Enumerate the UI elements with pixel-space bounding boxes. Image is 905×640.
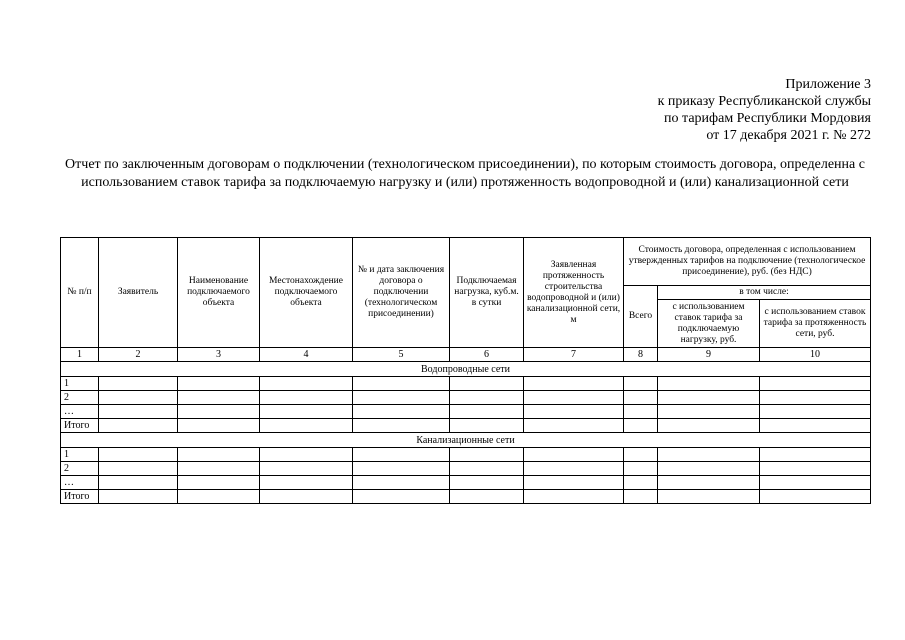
table-row: [61, 377, 871, 391]
column-number: 10: [760, 348, 871, 362]
table-row: [61, 448, 871, 462]
table-row-total: [61, 419, 871, 433]
appendix-line-1: Приложение 3: [785, 77, 871, 92]
section-header-sewer: [61, 433, 871, 448]
row-label: 2: [61, 462, 99, 476]
row-label: 1: [61, 448, 99, 462]
header-including: в том числе:: [658, 286, 871, 300]
header-applicant: Заявитель: [99, 238, 178, 348]
appendix-line-2: к приказу Республиканской службы: [657, 94, 871, 109]
row-label: Итого: [61, 419, 99, 433]
row-label: 2: [61, 391, 99, 405]
table-row: [61, 391, 871, 405]
row-label: Итого: [61, 490, 99, 504]
column-number: 8: [624, 348, 658, 362]
column-number: 3: [178, 348, 260, 362]
column-number-row: [61, 348, 871, 362]
row-label: …: [61, 405, 99, 419]
header-object-name: Наименование подключаемого объекта: [178, 238, 260, 348]
header-contract-cost: Стоимость договора, определенная с использованием утвержденных тарифов на подключение (технологическое присоединение), руб. (без НДС): [624, 238, 871, 286]
header-object-location: Местонахождение подключаемого объекта: [260, 238, 353, 348]
row-label: …: [61, 476, 99, 490]
section-header-water: [61, 362, 871, 377]
header-cost-by-load: с использованием ставок тарифа за подключаемую нагрузку, руб.: [658, 300, 760, 348]
column-number: 9: [658, 348, 760, 362]
row-label: 1: [61, 377, 99, 391]
report-table: [60, 237, 871, 504]
table-row-total: [61, 490, 871, 504]
header-network-length: Заявленная протяженность строительства водопроводной и (или) канализационной сети, м: [524, 238, 624, 348]
appendix-line-3: по тарифам Республики Мордовия: [664, 111, 871, 126]
header-cost-by-length: с использованием ставок тарифа за протяженность сети, руб.: [760, 300, 871, 348]
column-number: 4: [260, 348, 353, 362]
appendix-line-4: от 17 декабря 2021 г. № 272: [706, 128, 871, 143]
appendix-block: [658, 76, 871, 144]
table-row: [61, 405, 871, 419]
header-row-number: № п/п: [61, 238, 99, 348]
column-number: 2: [99, 348, 178, 362]
column-number: 6: [450, 348, 524, 362]
table-row: [61, 462, 871, 476]
document-title: Отчет по заключенным договорам о подключении (технологическом присоединении), по которым стоимость договора, определенна с использованием ставок тарифа за подключаемую нагрузку и (или) протяженность водопроводной и (или) канализационной сети: [65, 157, 865, 190]
header-load: Подключаемая нагрузка, куб.м. в сутки: [450, 238, 524, 348]
column-number: 1: [61, 348, 99, 362]
section-title: Водопроводные сети: [61, 362, 871, 377]
section-title: Канализационные сети: [61, 433, 871, 448]
column-number: 5: [353, 348, 450, 362]
column-number: 7: [524, 348, 624, 362]
header-contract-number-date: № и дата заключения договора о подключении (технологическом присоединении): [353, 238, 450, 348]
header-total: Всего: [624, 286, 658, 348]
table-row: [61, 476, 871, 490]
